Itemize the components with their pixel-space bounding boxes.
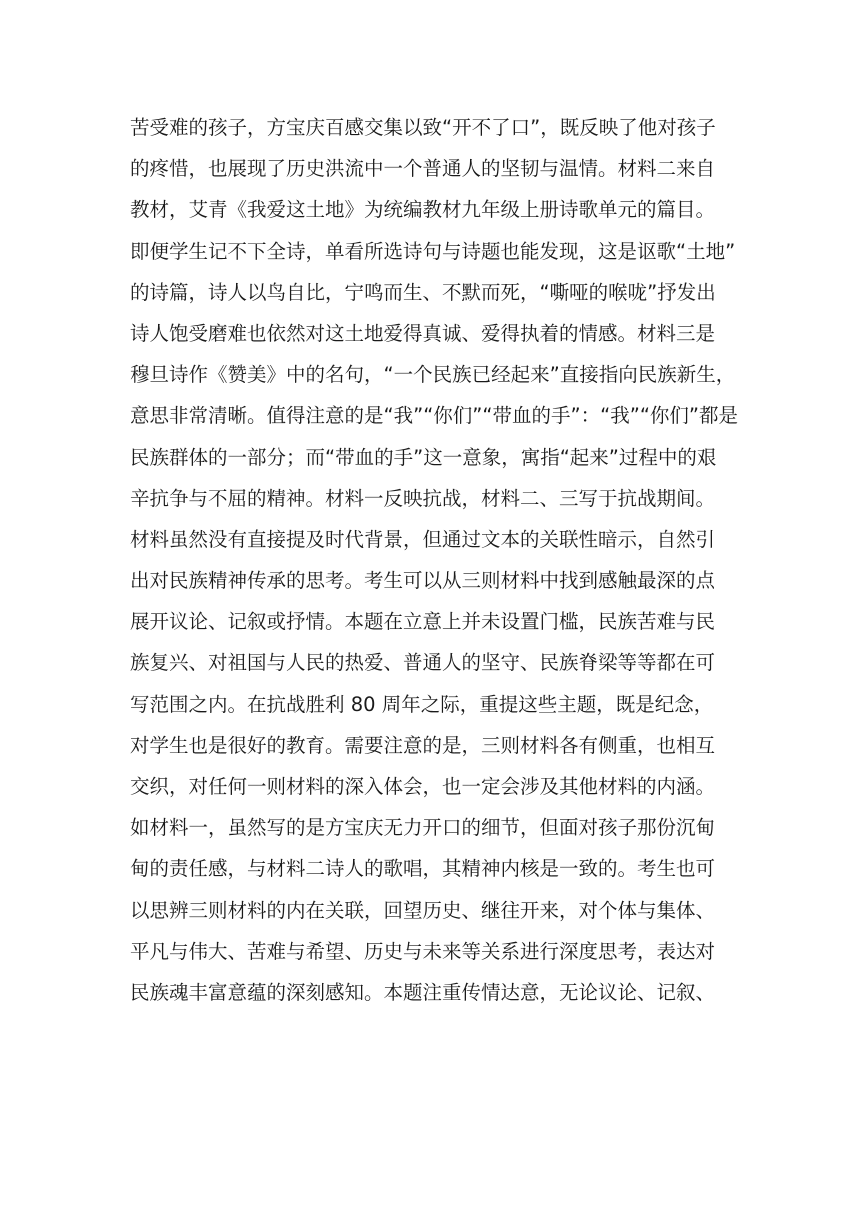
- text-line-9: 民族群体的一部分；而“带血的手”这一意象，寓指“起来”过程中的艰: [130, 445, 717, 469]
- text-line-11: 材料虽然没有直接提及时代背景，但通过文本的关联性暗示，自然引: [130, 527, 716, 551]
- text-line-6: 诗人饱受磨难也依然对这土地爱得真诚、爱得执着的情感。材料三是: [130, 321, 716, 345]
- text-line-5: 的诗篇，诗人以鸟自比，宁鸣而生、不默而死，“嘶哑的喉咙”抒发出: [130, 280, 716, 304]
- text-line-21: 平凡与伟大、苦难与希望、历史与未来等关系进行深度思考，表达对: [130, 939, 716, 963]
- text-line-2: 的疼惜，也展现了历史洪流中一个普通人的坚韧与温情。材料二来自: [130, 157, 716, 181]
- text-line-20: 以思辨三则材料的内在关联，回望历史、继往开来，对个体与集体、: [130, 898, 716, 922]
- text-line-12: 出对民族精神传承的思考。考生可以从三则材料中找到感触最深的点: [130, 569, 716, 593]
- text-line-18: 如材料一，虽然写的是方宝庆无力开口的细节，但面对孩子那份沉甸: [130, 816, 716, 840]
- text-line-10: 辛抗争与不屈的精神。材料一反映抗战，材料二、三写于抗战期间。: [130, 486, 716, 510]
- text-line-17: 交织，对任何一则材料的深入体会，也一定会涉及其他材料的内涵。: [130, 775, 716, 798]
- text-line-1: 苦受难的孩子，方宝庆百感交集以致“开不了口”，既反映了他对孩子: [130, 116, 716, 139]
- text-line-13: 展开议论、记叙或抒情。本题在立意上并未设置门槛，民族苦难与民: [130, 610, 716, 634]
- body-text: [130, 107, 739, 1013]
- text-line-15: 写范围之内。在抗战胜利 80 周年之际，重提这些主题，既是纪念，: [130, 692, 714, 716]
- text-line-8: 意思非常清晰。值得注意的是“我”“你们”“带血的手”：“我”“你们”都是: [130, 404, 739, 428]
- text-line-3: 教材，艾青《我爱这土地》为统编教材九年级上册诗歌单元的篇目。: [130, 198, 716, 222]
- text-line-19: 甸的责任感，与材料二诗人的歌唱，其精神内核是一致的。考生也可: [130, 857, 716, 881]
- text-line-22: 民族魂丰富意蕴的深刻感知。本题注重传情达意，无论议论、记叙、: [130, 980, 716, 1004]
- text-line-7: 穆旦诗作《赞美》中的名句，“一个民族已经起来”直接指向民族新生，: [130, 363, 736, 387]
- text-line-16: 对学生也是很好的教育。需要注意的是，三则材料各有侧重，也相互: [130, 733, 716, 757]
- text-line-4: 即便学生记不下全诗，单看所选诗句与诗题也能发现，这是讴歌“土地”: [130, 239, 736, 263]
- text-line-14: 族复兴、对祖国与人民的热爱、普通人的坚守、民族脊梁等等都在可: [130, 651, 716, 675]
